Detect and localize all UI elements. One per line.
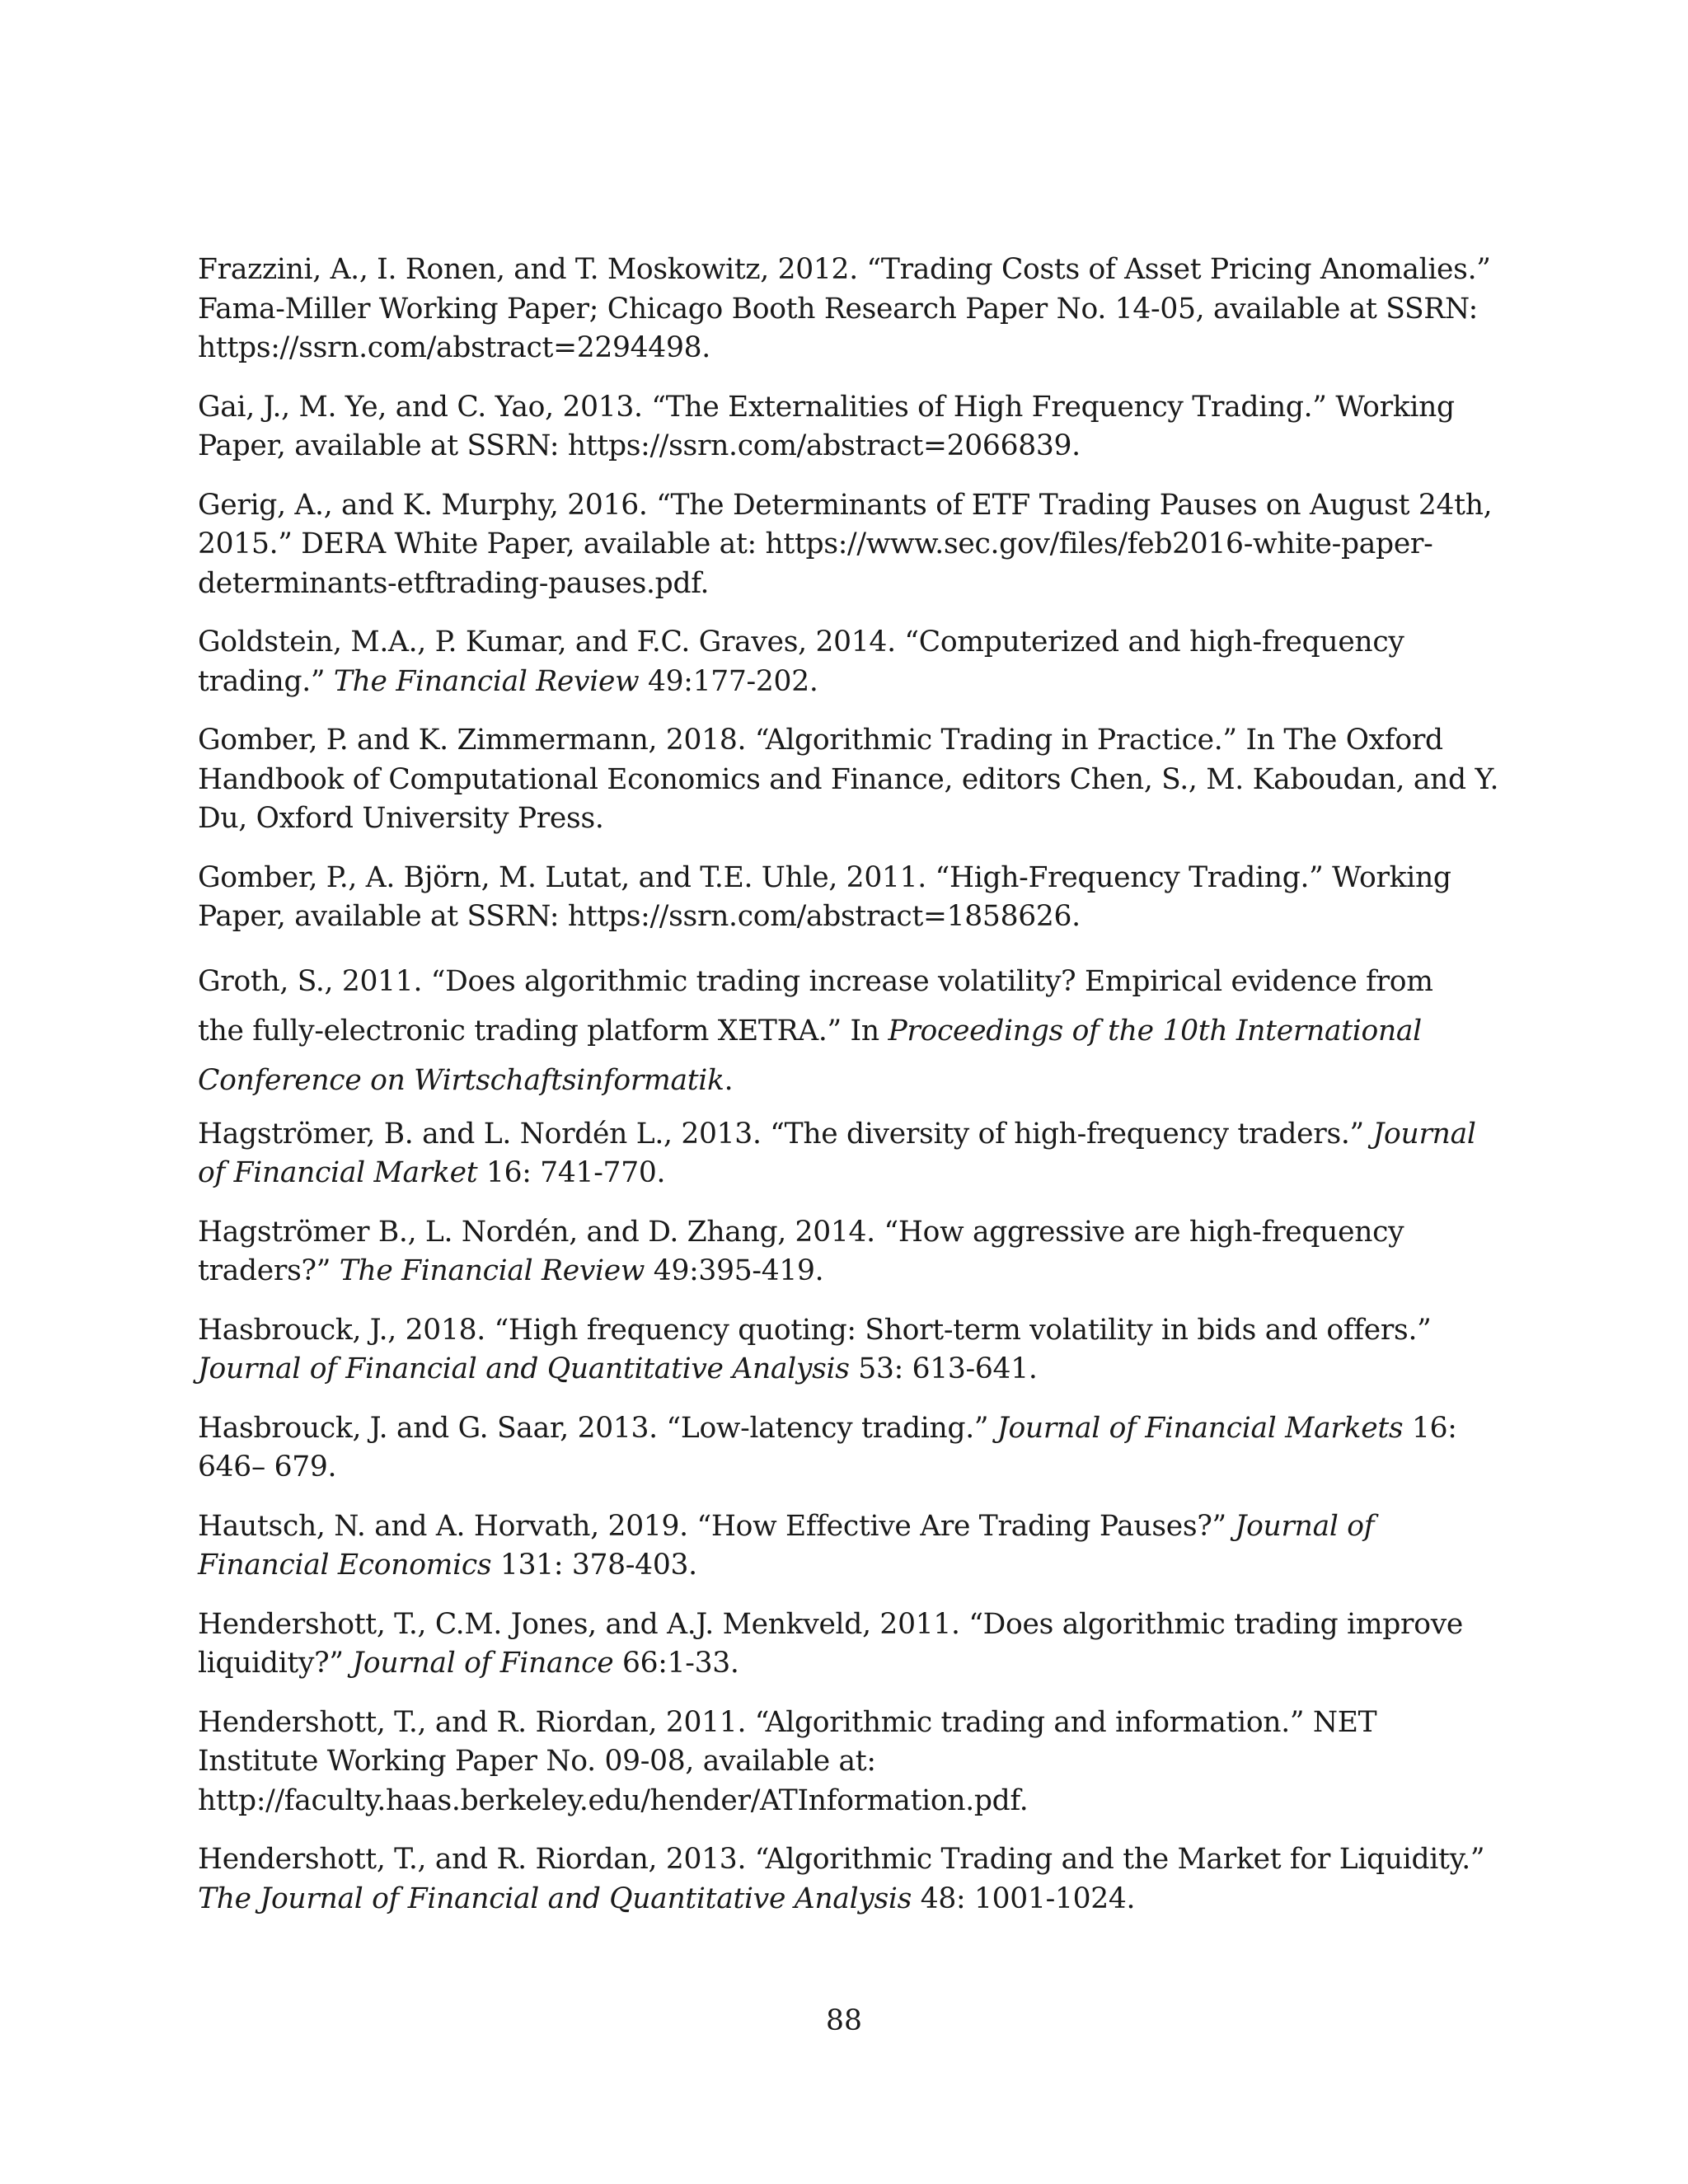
reference-entry: [198, 388, 1500, 466]
reference-text: Hendershott, T., and R. Riordan, 2011. “Algorithmic trading and information.” NET Institute Working Paper No. 09-08, available at: http://faculty.haas.berkeley.edu/hender/ATInformation.pdf.: [198, 1705, 1377, 1817]
reference-text: Hendershott, T., C.M. Jones, and A.J. Menkveld, 2011. “Does algorithmic trading improve liquidity?”: [198, 1607, 1464, 1680]
reference-entry: [198, 721, 1500, 839]
reference-italic-text: Proceedings of the 10th International: [888, 1014, 1422, 1047]
reference-text: Hautsch, N. and A. Horvath, 2019. “How Effective Are Trading Pauses?”: [198, 1509, 1236, 1543]
reference-entry: [198, 1311, 1500, 1390]
reference-text: Hendershott, T., and R. Riordan, 2013. “Algorithmic Trading and the Market for Liquidity.”: [198, 1843, 1485, 1876]
reference-text: Goldstein, M.A., P. Kumar, and F.C. Graves, 2014. “Computerized and high-frequency trading.”: [198, 626, 1404, 698]
reference-entry: [198, 1409, 1500, 1488]
reference-entry: [198, 1115, 1500, 1193]
reference-italic-text: The Financial Review: [333, 664, 640, 698]
reference-text: Hagströmer, B. and L. Nordén L., 2013. “The diversity of high-frequency traders.”: [198, 1117, 1373, 1151]
reference-text: 131: 378-403.: [491, 1549, 697, 1582]
reference-line: [198, 957, 1500, 1006]
reference-text: .: [724, 1063, 734, 1097]
reference-line: [198, 1056, 1500, 1105]
reference-text: Gomber, P. and K. Zimmermann, 2018. “Algorithmic Trading in Practice.” In The Oxford Handbook of Computational Economics and Finance, editors Chen, S., M. Kaboudan, and Y. Du, Oxford University Press.: [198, 724, 1499, 835]
reference-text: Groth, S., 2011. “Does algorithmic trading increase volatility? Empirical evidence from: [198, 964, 1433, 998]
reference-text: Hasbrouck, J., 2018. “High frequency quoting: Short-term volatility in bids and offers.”: [198, 1313, 1432, 1347]
reference-text: Hasbrouck, J. and G. Saar, 2013. “Low-latency trading.”: [198, 1411, 997, 1445]
page-number: 88: [826, 2004, 862, 2037]
reference-line: [198, 1006, 1500, 1056]
reference-text: Frazzini, A., I. Ronen, and T. Moskowitz, 2012. “Trading Costs of Asset Pricing Anomalies.” Fama-Miller Working Paper; Chicago Booth Research Paper No. 14-05, available at SSRN: https://ssrn.com/abstract=2294498.: [198, 253, 1491, 364]
reference-entry: [198, 623, 1500, 701]
reference-italic-text: The Journal of Financial and Quantitative Analysis: [198, 1882, 912, 1915]
reference-text: 53: 613-641.: [849, 1352, 1038, 1385]
reference-text: 49:395-419.: [645, 1254, 824, 1287]
reference-italic-text: Journal of Financial Markets: [996, 1411, 1404, 1445]
reference-list: [198, 251, 1500, 1938]
reference-text: 66:1-33.: [613, 1647, 739, 1680]
reference-text: the fully-electronic trading platform XETRA.” In: [198, 1014, 889, 1047]
reference-italic-text: Journal of Financial Market: [198, 1117, 1476, 1189]
reference-italic-text: Conference on Wirtschaftsinformatik: [198, 1063, 724, 1097]
reference-italic-text: The Financial Review: [339, 1254, 645, 1287]
reference-entry: [198, 957, 1500, 1105]
reference-text: Gai, J., M. Ye, and C. Yao, 2013. “The Externalities of High Frequency Trading.” Working Paper, available at SSRN: https://ssrn.com/abstract=2066839.: [198, 390, 1455, 462]
reference-text: Gomber, P., A. Björn, M. Lutat, and T.E. Uhle, 2011. “High-Frequency Trading.” Working Paper, available at SSRN: https://ssrn.com/abstract=1858626.: [198, 860, 1451, 933]
reference-italic-text: Journal of Finance: [352, 1647, 614, 1680]
reference-text: 49:177-202.: [639, 664, 818, 698]
reference-text: 48: 1001-1024.: [912, 1882, 1136, 1915]
reference-entry: [198, 1507, 1500, 1586]
reference-text: 16: 741-770.: [477, 1156, 666, 1189]
reference-entry: [198, 486, 1500, 604]
reference-italic-text: Journal of Financial and Quantitative Analysis: [198, 1352, 850, 1385]
reference-entry: [198, 859, 1500, 937]
reference-entry: [198, 1213, 1500, 1291]
reference-entry: [198, 1605, 1500, 1684]
reference-text: Hagströmer B., L. Nordén, and D. Zhang, 2014. “How aggressive are high-frequency traders?”: [198, 1215, 1404, 1287]
reference-entry: [198, 251, 1500, 368]
reference-italic-text: Journal of Financial Economics: [198, 1509, 1375, 1582]
reference-text: Gerig, A., and K. Murphy, 2016. “The Determinants of ETF Trading Pauses on August 24th, 2015.” DERA White Paper, available at: https://www.sec.gov/files/feb2016-white-paper-determinants-etftrading-pauses.pdf.: [198, 488, 1493, 600]
reference-entry: [198, 1840, 1500, 1919]
reference-entry: [198, 1704, 1500, 1821]
reference-text: 16: 646– 679.: [198, 1411, 1457, 1483]
